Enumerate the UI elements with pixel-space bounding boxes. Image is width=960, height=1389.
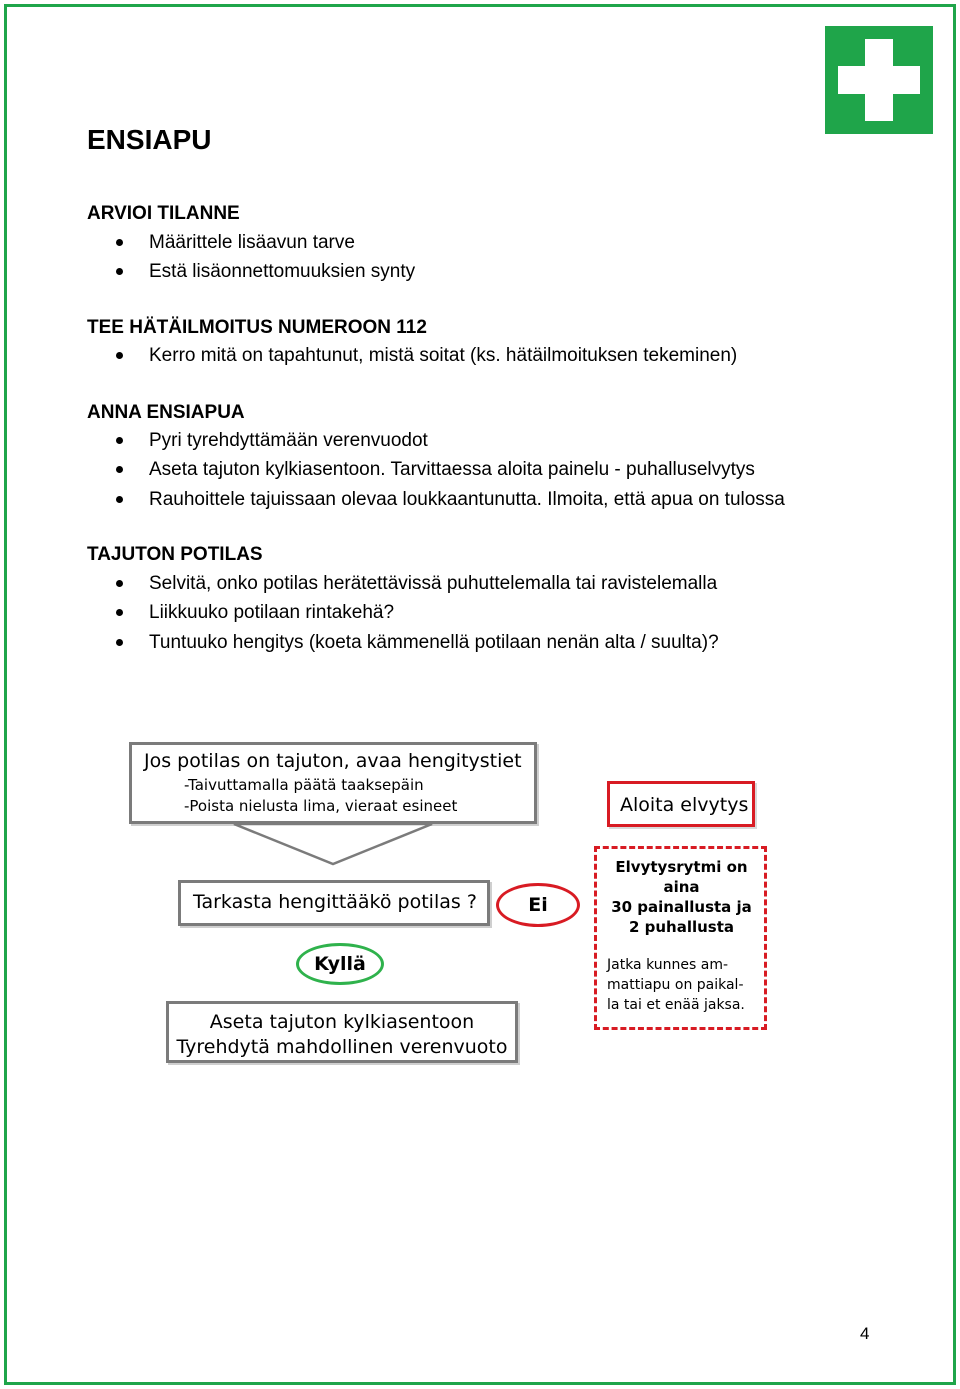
list-item: Rauhoittele tajuissaan olevaa loukkaantunutta. Ilmoita, että apua on tulossa (87, 485, 785, 514)
list-item: Määrittele lisäavun tarve (87, 228, 415, 257)
recovery-line: Aseta tajuton kylkiasentoon (209, 1011, 475, 1033)
no-oval (496, 883, 580, 927)
start-cpr-label: Aloita elvytys (620, 794, 749, 816)
yes-label: Kyllä (314, 953, 366, 975)
open-airways-step: -Taivuttamalla päätä taaksepäin (184, 775, 424, 794)
cpr-rhythm-box (594, 846, 767, 1030)
no-label: Ei (528, 894, 548, 916)
yes-oval (296, 943, 384, 985)
down-arrow-icon (233, 824, 433, 866)
continue-line: mattiapu on paikal- (607, 977, 744, 993)
cpr-rhythm-text (605, 857, 758, 937)
continue-line: la tai et enää jaksa. (607, 997, 745, 1013)
open-airways-title: Jos potilas on tajuton, avaa hengitystiet (144, 750, 522, 772)
open-airways-step: -Poista nielusta lima, vieraat esineet (184, 796, 458, 815)
continue-text (605, 955, 758, 1015)
rhythm-line: 30 painallusta ja (611, 898, 752, 916)
list-item: Kerro mitä on tapahtunut, mistä soitat (ks. hätäilmoituksen tekeminen) (87, 341, 737, 370)
start-cpr-box (607, 781, 755, 827)
bullet-list-first-aid (87, 426, 785, 514)
open-airways-box (129, 742, 537, 824)
first-aid-cross-icon (825, 26, 933, 134)
bullet-list-unconscious (87, 569, 719, 657)
list-item: Tuntuuko hengitys (koeta kämmenellä potilaan nenän alta / suulta)? (87, 628, 719, 657)
rhythm-line: 2 puhallusta (628, 918, 735, 936)
section-heading-assess: ARVIOI TILANNE (87, 203, 240, 224)
recovery-line: Tyrehdytä mahdollinen verenvuoto (176, 1035, 508, 1058)
section-heading-emergency-call: TEE HÄTÄILMOITUS NUMEROON 112 (87, 317, 427, 338)
page-title: ENSIAPU (87, 124, 212, 155)
list-item: Aseta tajuton kylkiasentoon. Tarvittaessa aloita painelu - puhalluselvytys (87, 455, 785, 484)
section-heading-first-aid: ANNA ENSIAPUA (87, 402, 245, 423)
bullet-list-assess (87, 228, 415, 287)
section-heading-unconscious: TAJUTON POTILAS (87, 544, 263, 565)
continue-line: Jatka kunnes am- (607, 957, 729, 973)
list-item: Liikkuuko potilaan rintakehä? (87, 598, 719, 627)
check-breathing-box (178, 880, 490, 926)
bullet-list-emergency-call (87, 341, 737, 370)
list-item: Estä lisäonnettomuuksien synty (87, 257, 415, 286)
rhythm-line: aina (663, 878, 700, 896)
list-item: Pyri tyrehdyttämään verenvuodot (87, 426, 785, 455)
check-breathing-label: Tarkasta hengittääkö potilas ? (193, 891, 477, 913)
recovery-position-box (166, 1001, 518, 1063)
rhythm-line: Elvytysrytmi on (615, 858, 748, 876)
list-item: Selvitä, onko potilas herätettävissä puhuttelemalla tai ravistelemalla (87, 569, 719, 598)
page-number: 4 (860, 1324, 870, 1343)
